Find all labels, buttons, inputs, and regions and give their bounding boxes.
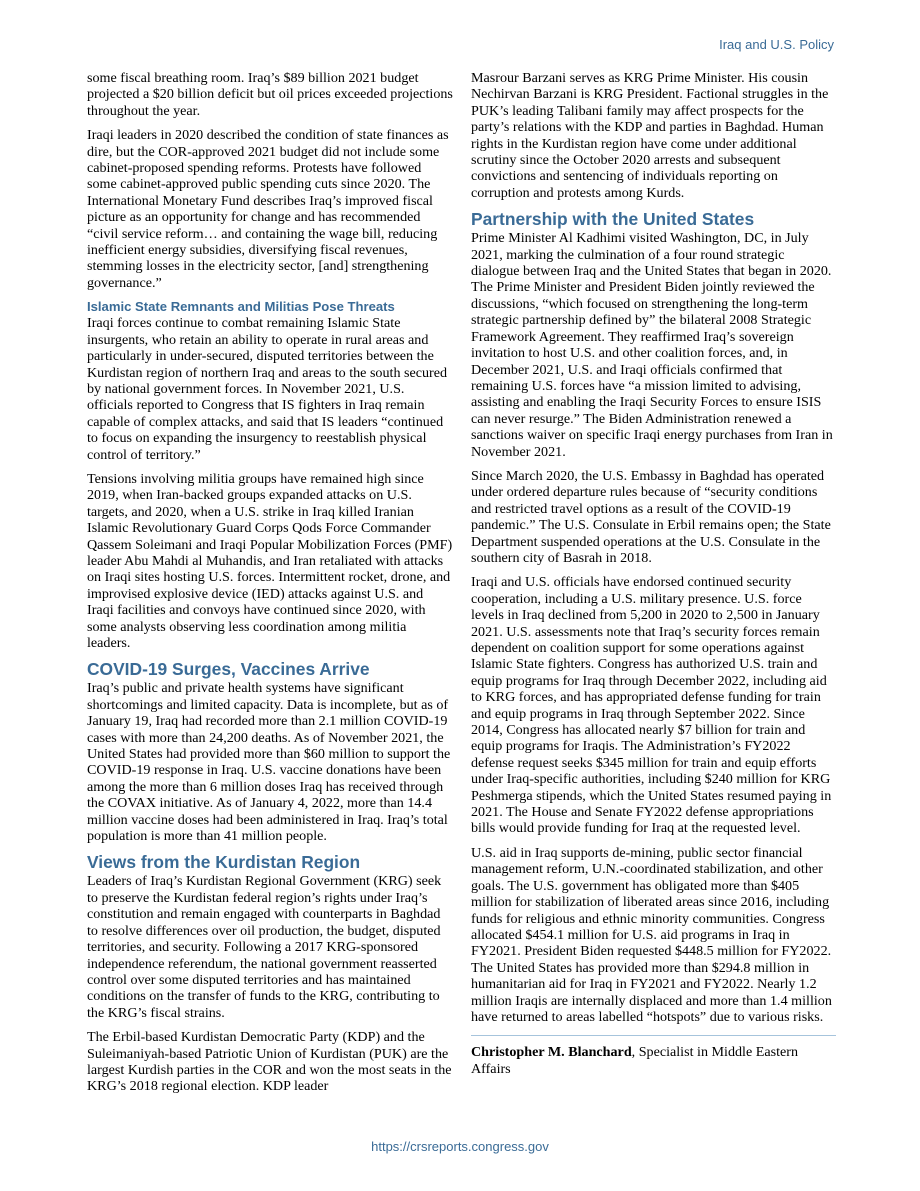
paragraph-partnership-1: Prime Minister Al Kadhimi visited Washington, DC, in July 2021, marking the culmination of a four round strategic dialogue between Iraq and the United States that began in 2020. The Prime Minister and President Biden jointly reviewed the discussions, “which focused on strengthening the long-term strategic partnership defined by” the bilateral 2008 Strategic Framework Agreement. They reaffirmed Iraq’s sovereign invitation to host U.S. and other coalition forces, and, in December 2021, U.S. and Iraqi officials confirmed that remaining U.S. forces have “a mission limited to advising, assisting and enabling the Iraqi Security Forces to ensure ISIS can never resurge.” The Biden Administration renewed a sanctions waiver on specific Iraqi energy purchases from Iran in November 2021. — [471, 230, 833, 460]
paragraph-partnership-4: U.S. aid in Iraq supports de-mining, public sector financial management reform, U.N.-coordinated stabilization, and other goals. The U.S. government has obligated more than $405 million for stabilization of liberated areas since 2016, including funds for religious and ethnic minority communities. Congress allocated $454.1 million for U.S. aid programs in Iraq in FY2021. President Biden requested $448.5 million for FY2022. The United States has provided more than $294.8 million in humanitarian aid for Iraq in FY2021 and FY2022. Nearly 1.2 million Iraqis are internally displaced and more than 1.4 million have returned to areas labelled “hotspots” due to various risks. — [471, 844, 832, 1025]
heading-partnership: Partnership with the United States — [471, 209, 755, 230]
paragraph-krg-2: The Erbil-based Kurdistan Democratic Party (KDP) and the Suleimaniyah-based Patriotic Union of Kurdistan (PUK) are the largest Kurdish parties in the COR and won the most seats in the KRG’s 2018 regional election. KDP leader — [87, 1029, 452, 1095]
paragraph-partnership-2: Since March 2020, the U.S. Embassy in Baghdad has operated under ordered departure rules because of “security conditions and restricted travel options as a result of the COVID-19 pandemic.” The U.S. Consulate in Erbil remains open; the State Department suspended operations at the U.S. Consulate in the southern city of Basrah in 2018. — [471, 467, 831, 566]
running-header: Iraq and U.S. Policy — [719, 37, 834, 52]
paragraph-islamic-state-2: Tensions involving militia groups have remained high since 2019, when Iran-backed groups expanded attacks on U.S. targets, and 2020, when a U.S. strike in Iraq killed Iranian Islamic Revolutionary Guard Corps Qods Force Commander Qassem Soleimani and Iraqi Popular Mobilization Forces (PMF) leader Abu Mahdi al Muhandis, and Iran retaliated with attacks on Iraqi sites hosting U.S. forces. Intermittent rocket, drone, and improvised explosive device (IED) attacks against U.S. and Iraqi facilities and convoys have continued since 2020, with some analysts observing less coordination among militia leaders. — [87, 470, 453, 651]
left-column — [87, 70, 453, 1103]
author-title: , Specialist in Middle Eastern Affairs — [471, 1044, 799, 1077]
paragraph-krg-1: Leaders of Iraq’s Kurdistan Regional Government (KRG) seek to preserve the Kurdistan federal region’s rights under Iraq’s constitution and remain engaged with counterparts in Baghdad to resolve differences over oil production, the budget, disputed territories, and security. Following a 2017 KRG-sponsored independence referendum, the national government reasserted control over some disputed territories and has maintained conditions on the transfer of funds to the KRG, contributing to the KRG’s fiscal strains. — [87, 873, 442, 1021]
footer-url-link[interactable]: https://crsreports.congress.gov — [371, 1139, 549, 1154]
paragraph-covid: Iraq’s public and private health systems have significant shortcomings and limited capacity. Data is incomplete, but as of January 19, Iraq had recorded more than 2.1 million COVID-19 cases with more than 24,200 deaths. As of November 2021, the United States had provided more than $60 million to support the COVID-19 response in Iraq. U.S. vaccine donations have been among the more than 6 million doses Iraq has received through the COVAX initiative. As of January 4, 2022, more than 14.4 million vaccine doses had been administered in Iraq. Iraq’s total population is more than 41 million people. — [87, 680, 451, 845]
author-divider — [471, 1035, 836, 1036]
subheading-islamic-state: Islamic State Remnants and Militias Pose Threats — [87, 299, 395, 315]
paragraph-fiscal: Iraqi leaders in 2020 described the condition of state finances as dire, but the COR-approved 2021 budget did not include some cabinet-proposed spending reforms. Protests have followed some cabinet-approved public spending cuts since 2020. The International Monetary Fund describes Iraq’s improved fiscal picture as an opportunity for change and has recommended “civil service reform… and containing the wage bill, reducing inefficient energy subsidies, diversifying fiscal revenues, stemming losses in the electricity sector, [and] strengthening governance.” — [87, 127, 449, 291]
author-name: Christopher M. Blanchard — [471, 1044, 632, 1061]
author-credit — [471, 1044, 836, 1077]
heading-kurdistan: Views from the Kurdistan Region — [87, 852, 361, 873]
paragraph-fiscal-continued: some fiscal breathing room. Iraq’s $89 billion 2021 budget projected a $20 billion deficit but oil prices exceeded projections throughout the year. — [87, 70, 453, 119]
paragraph-krg-continued: Masrour Barzani serves as KRG Prime Minister. His cousin Nechirvan Barzani is KRG President. Factional struggles in the PUK’s leading Talibani family may affect prospects for the party’s relations with the KDP and parties in Baghdad. Human rights in the Kurdistan region have come under additional scrutiny since the October 2020 arrests and subsequent convictions and sentencing of individuals reporting on corruption and protests among Kurds. — [471, 70, 829, 201]
right-column — [471, 70, 836, 1085]
paragraph-partnership-3: Iraqi and U.S. officials have endorsed continued security cooperation, including a U.S. military presence. U.S. force levels in Iraq declined from 5,200 in 2020 to 2,500 in January 2021. U.S. assessments note that Iraq’s security forces remain dependent on coalition support for some operations against Islamic State fighters. Congress has authorized U.S. train and equip programs for Iraq through December 2022, including aid to KRG forces, and has appropriated defense funding for train and equip programs in Iraq through September 2022. Since 2014, Congress has allocated nearly $7 billion for train and equip programs for Iraqis. The Administration’s FY2022 defense request seeks $345 million for train and equip efforts under Iraq-specific authorities, including $240 million for KRG Peshmerga stipends, which the United States resumed paying in 2021. The House and Senate FY2022 defense appropriations bills would provide funding for Iraq at the requested level. — [471, 574, 832, 837]
heading-covid: COVID-19 Surges, Vaccines Arrive — [87, 659, 370, 680]
paragraph-islamic-state-1: Iraqi forces continue to combat remaining Islamic State insurgents, who retain an ability to operate in rural areas and particularly in under-secured, disputed territories between the Kurdistan region of northern Iraq and areas to the south secured by national government forces. In November 2021, U.S. officials reported to Congress that IS fighters in Iraq remain capable of complex attacks, and said that IS leaders “continued to focus on expanding the insurgency to reestablish physical control of territory.” — [87, 315, 448, 463]
